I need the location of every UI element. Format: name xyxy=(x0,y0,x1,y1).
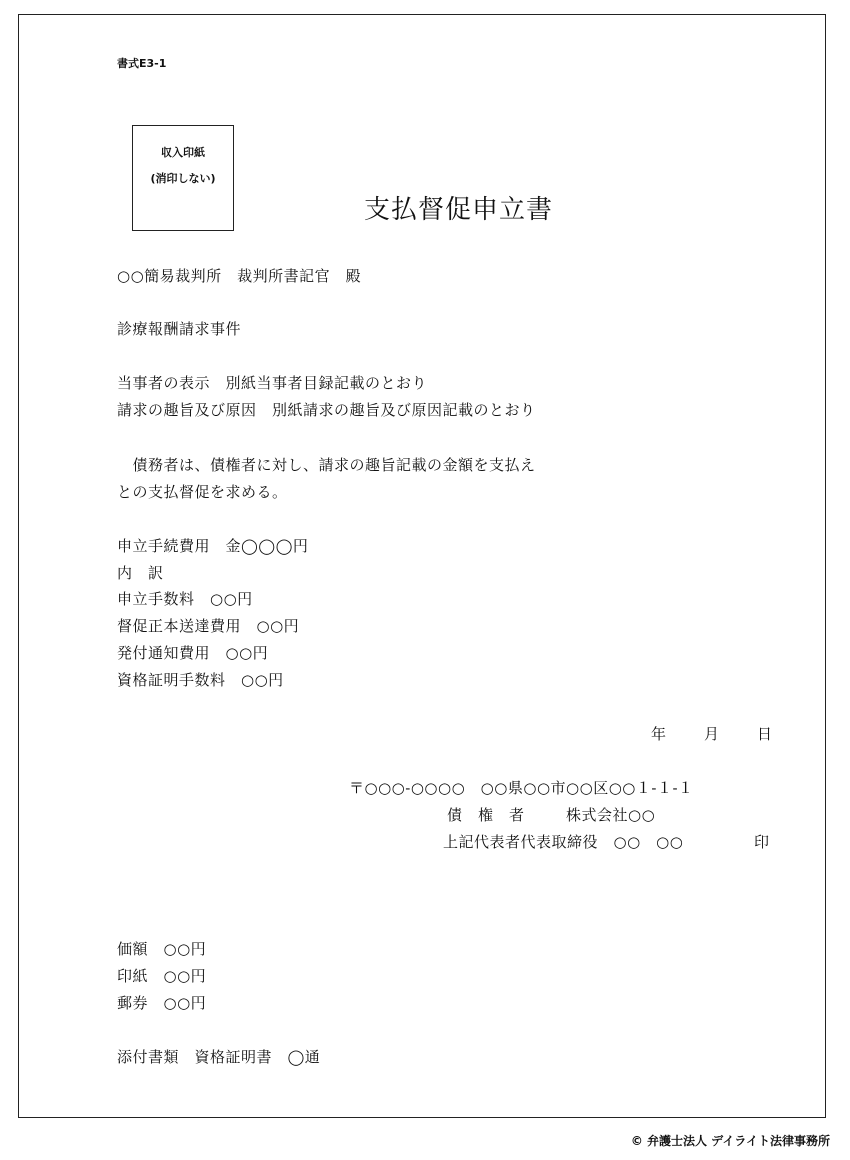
cost-item-filing-fee: 申立手数料 ○○円 xyxy=(117,590,253,608)
revenue-stamp-box xyxy=(132,125,234,231)
date-day: 日 xyxy=(757,725,773,743)
date-month: 月 xyxy=(704,725,720,743)
postage: 郵券 ○○円 xyxy=(117,994,207,1012)
document-title: 支払督促申立書 xyxy=(364,195,554,225)
cost-item-service-fee: 督促正本送達費用 ○○円 xyxy=(117,617,300,635)
creditor-address: 〒○○○-○○○○ ○○県○○市○○区○○１-１-１ xyxy=(349,779,694,797)
stamp-fee: 印紙 ○○円 xyxy=(117,967,207,985)
cost-breakdown-label: 内 訳 xyxy=(117,564,164,582)
parties-line: 当事者の表示 別紙当事者目録記載のとおり xyxy=(117,374,428,392)
date-year: 年 xyxy=(651,725,667,743)
body-line-2: との支払督促を求める。 xyxy=(117,483,288,501)
cost-total: 申立手続費用 金◯◯◯円 xyxy=(117,537,309,555)
stamp-label: 収入印紙 xyxy=(161,146,205,159)
seal-mark: 印 xyxy=(754,833,770,851)
document-page xyxy=(18,14,826,1118)
cost-item-notice-fee: 発付通知費用 ○○円 xyxy=(117,644,269,662)
creditor-label: 債 権 者 xyxy=(447,806,525,824)
attachments: 添付書類 資格証明書 ◯通 xyxy=(117,1048,321,1066)
claim-line: 請求の趣旨及び原因 別紙請求の趣旨及び原因記載のとおり xyxy=(117,401,536,419)
claim-value: 価額 ○○円 xyxy=(117,940,207,958)
stamp-note: (消印しない) xyxy=(150,172,216,185)
creditor-name: 株式会社○○ xyxy=(566,806,656,824)
cost-item-certificate-fee: 資格証明手数料 ○○円 xyxy=(117,671,284,689)
representative: 上記代表者代表取締役 ○○ ○○ xyxy=(443,833,684,851)
body-line-1: 債務者は、債権者に対し、請求の趣旨記載の金額を支払え xyxy=(117,456,536,474)
form-number: 書式E3-1 xyxy=(117,57,167,70)
copyright-notice: © 弁護士法人 デイライト法律事務所 xyxy=(630,1134,830,1148)
case-name: 診療報酬請求事件 xyxy=(117,320,242,338)
addressee: ○○簡易裁判所 裁判所書記官 殿 xyxy=(117,267,362,285)
